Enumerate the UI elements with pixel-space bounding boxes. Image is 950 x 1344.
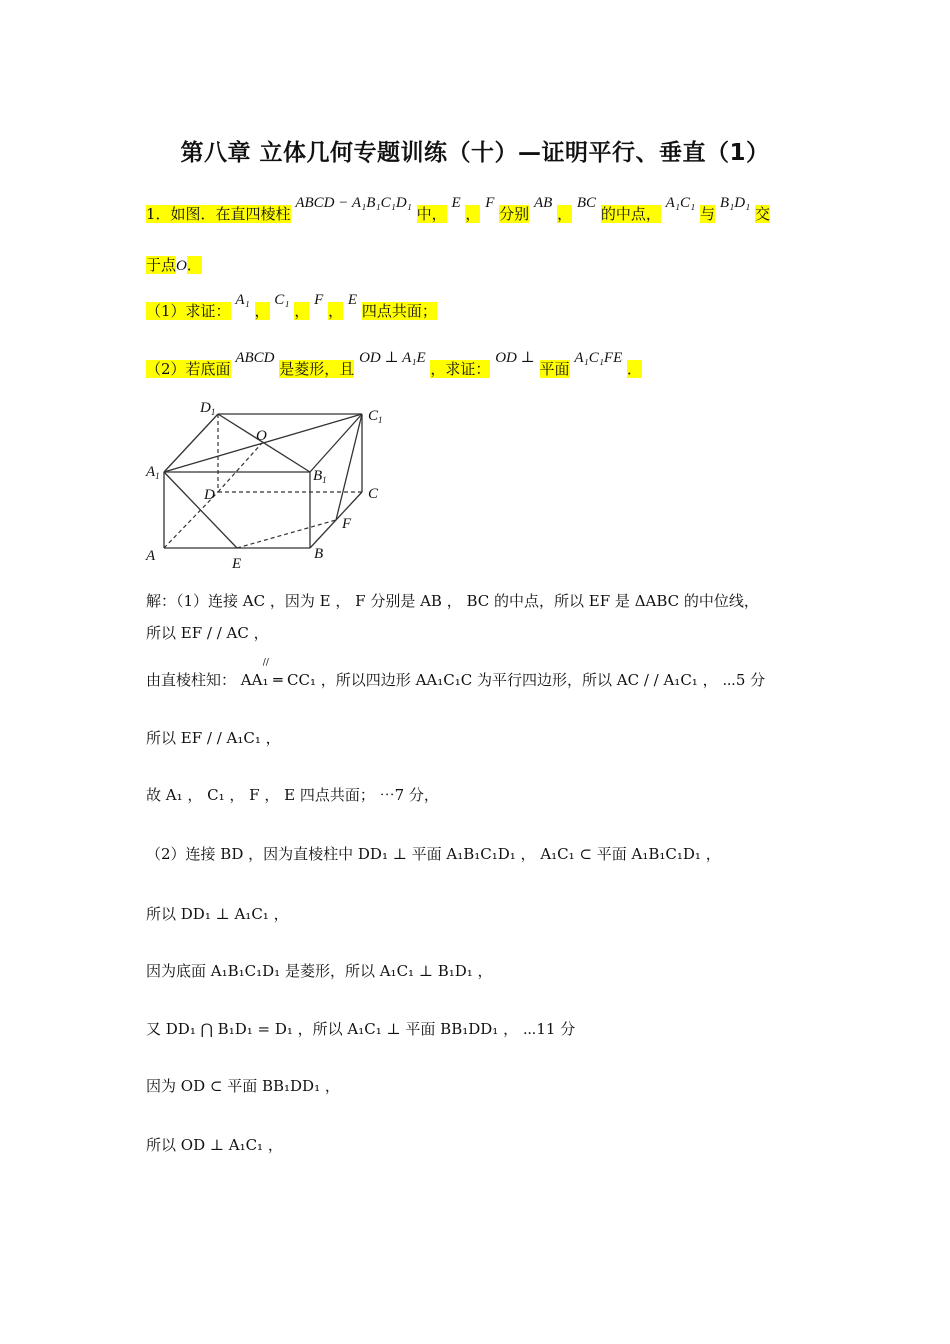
page-title: 第八章 立体几何专题训练（十）—证明平行、垂直（1） — [180, 140, 770, 166]
edge-a1d1 — [164, 414, 218, 472]
solution-line-7: 所以 DD₁ ⊥ A₁C₁ ， — [146, 905, 289, 923]
solution-line-2: 所以 EF / / AC ， — [146, 624, 269, 642]
prism-figure — [140, 398, 400, 578]
label-o: O — [256, 428, 267, 444]
problem-line-2: 于点O． — [146, 256, 202, 274]
solution-line-6: （2）连接 BD ，因为直棱柱中 DD₁ ⊥ 平面 A₁B₁C₁D₁ ， A₁C₁ ⊂ 平面 A₁B₁C₁D₁ ， — [146, 845, 721, 863]
label-b: B — [314, 546, 324, 562]
line-c1f — [336, 414, 362, 520]
label-a: A — [146, 548, 156, 564]
label-c1: $C_1$ — [368, 408, 383, 425]
label-b1: $B_1$ — [313, 468, 327, 485]
solution-line-11: 所以 OD ⊥ A₁C₁ ， — [146, 1136, 283, 1154]
solution-line-4: 所以 EF / / A₁C₁ ， — [146, 729, 281, 747]
label-f: F — [342, 516, 352, 532]
solution-line-3: 由直棱柱知： // AA₁ ═ CC₁ ，所以四边形 AA₁C₁C 为平行四边形，所以 AC / / A₁C₁ ， ⋯5 分 — [146, 658, 766, 689]
hidden-line-ef — [237, 520, 336, 548]
solution-line-10: 因为 OD ⊂ 平面 BB₁DD₁ ， — [146, 1077, 340, 1095]
solution-line-1: 解：（1）连接 AC ，因为 E ， F 分别是 AB ， BC 的中点，所以 EF 是 ΔABC 的中位线， — [146, 592, 759, 610]
problem-line-1: 1．如图．在直四棱柱 ABCD − A₁B₁C₁D₁ 中， E ， F 分别 AB ， BC 的中点， A₁C₁ 与 B₁D₁ 交 — [146, 195, 771, 223]
label-c: C — [368, 486, 379, 502]
problem-part-2: （2）若底面 ABCD 是菱形，且 OD ⊥ A₁E ，求证： OD ⊥ 平面 A₁C₁FE ． — [146, 350, 643, 378]
solution-line-5: 故 A₁ ， C₁ ， F ， E 四点共面； ⋯7 分， — [146, 786, 439, 804]
label-d: D — [204, 487, 215, 503]
solution-line-9: 又 DD₁ ⋂ B₁D₁ = D₁ ，所以 A₁C₁ ⊥ 平面 BB₁DD₁ ， ⋯11 分 — [146, 1020, 576, 1038]
prism-name: ABCD − A₁B₁C₁D₁ — [295, 195, 412, 211]
label-e: E — [232, 556, 242, 572]
label-a1: $A_1$ — [146, 464, 160, 481]
problem-part-1: （1）求证： A₁ ， C₁ ， F ， E 四点共面； — [146, 292, 437, 320]
label-d1: $D_1$ — [200, 400, 216, 417]
edge-c1b1 — [310, 414, 362, 472]
solution-line-8: 因为底面 A₁B₁C₁D₁ 是菱形，所以 A₁C₁ ⊥ B₁D₁ ， — [146, 962, 493, 980]
